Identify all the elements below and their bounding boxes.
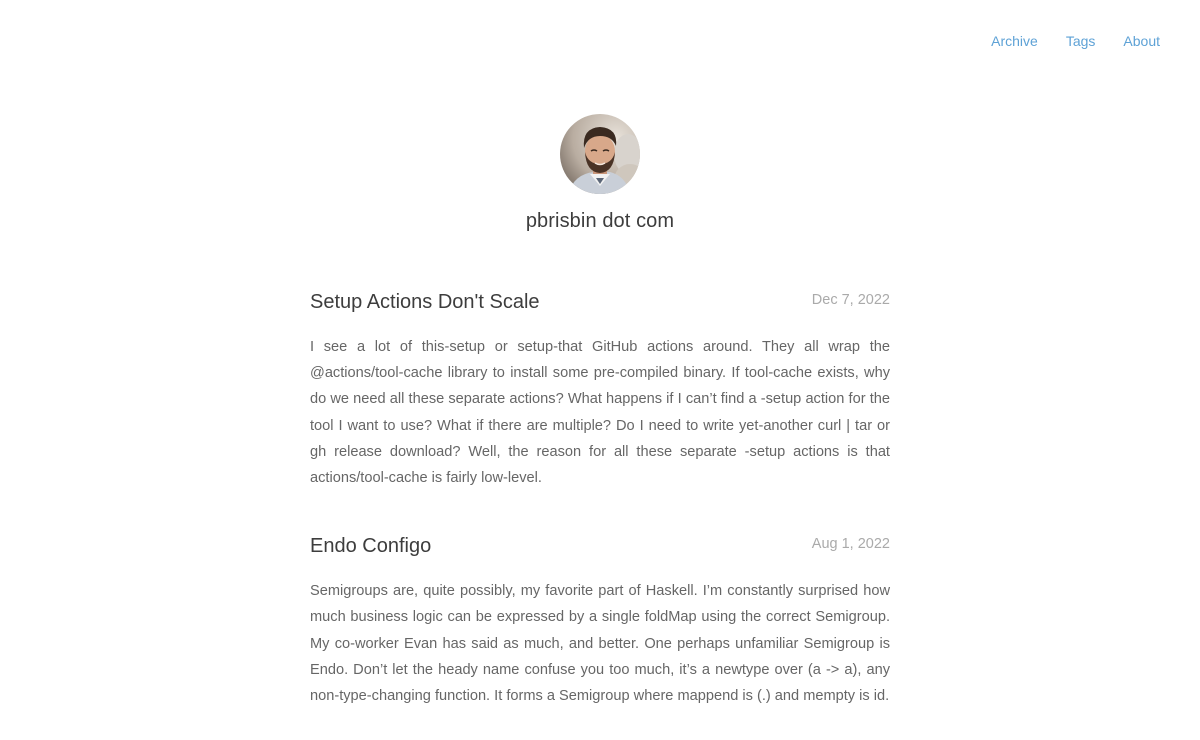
post-date: Aug 1, 2022 — [811, 536, 890, 553]
nav-link-about[interactable]: About — [1123, 33, 1160, 49]
top-nav — [991, 33, 1160, 49]
post-header — [310, 534, 890, 576]
site-header — [0, 114, 1200, 233]
post-list — [310, 290, 890, 740]
nav-link-archive[interactable]: Archive — [991, 33, 1038, 49]
avatar[interactable] — [560, 114, 640, 194]
post-title-link[interactable]: Setup Actions Don't Scale — [310, 291, 540, 313]
post-header — [310, 290, 890, 332]
avatar-photo — [560, 114, 640, 194]
post-excerpt: Semigroups are, quite possibly, my favorite part of Haskell. I’m constantly surprised how much business logic can be expressed by a single foldMap using the correct Semigroup. My co-worker Evan has said as much, and better. One perhaps unfamiliar Semigroup is Endo. Don’t let the heady name confuse you too much, it’s a newtype over (a -> a), any non-type-changing function. It forms a Semigroup where mappend is (.) and mempty is id. — [310, 583, 890, 705]
post-item — [310, 290, 890, 491]
nav-link-tags[interactable]: Tags — [1065, 33, 1096, 49]
post-item — [310, 534, 890, 709]
post-title-link[interactable]: Endo Configo — [310, 535, 432, 558]
site-title[interactable]: pbrisbin dot com — [525, 210, 675, 232]
post-date: Dec 7, 2022 — [811, 292, 890, 308]
post-excerpt: I see a lot of this-setup or setup-that GitHub actions around. They all wrap the @actions/tool-cache library to install some pre-compiled binary. If tool-cache exists, why do we need all these separate actions? What happens if I can’t find a -setup action for the tool I want to use? What if there are multiple? Do I need to write yet-another curl | tar or gh release download? Well, the reason for all these separate -setup actions is that actions/tool-cache is fairly low-level. — [310, 339, 890, 487]
